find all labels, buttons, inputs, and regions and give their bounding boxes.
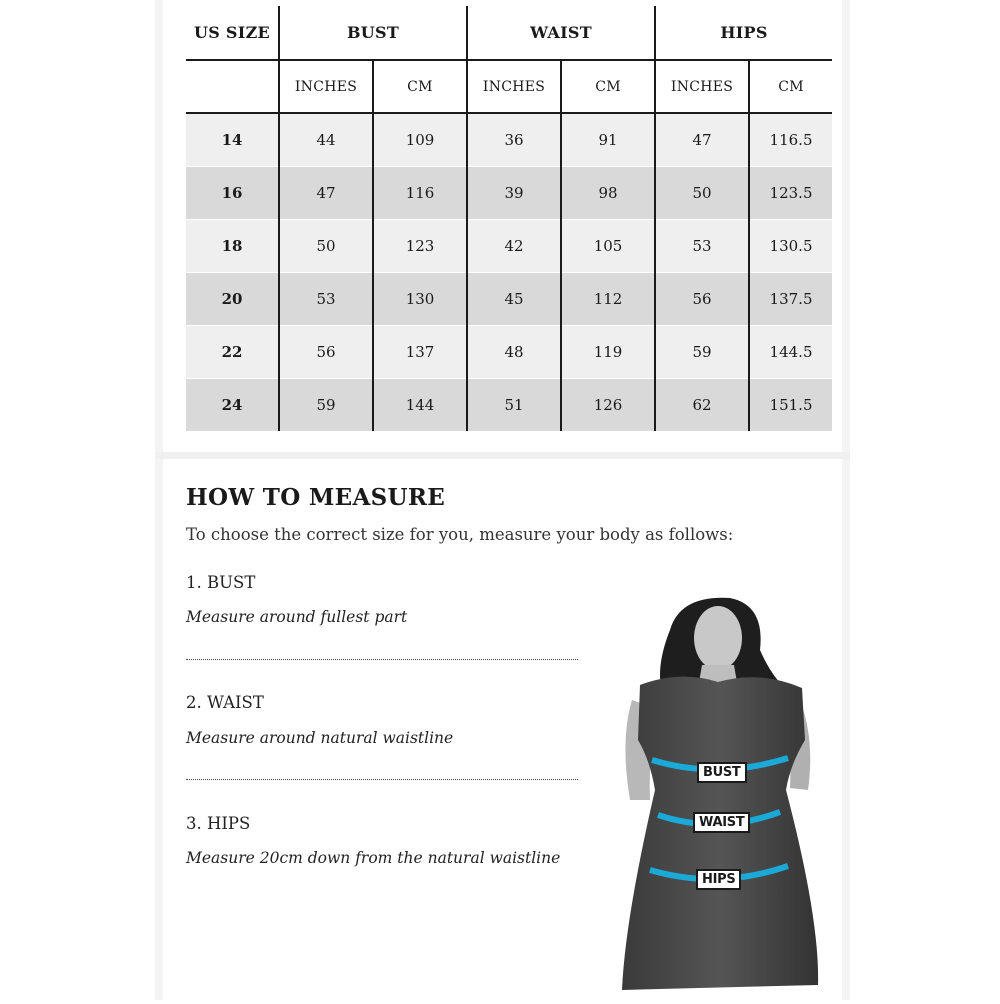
cell-waist-cm: 112: [561, 273, 655, 326]
cell-bust-cm: 130: [373, 273, 467, 326]
cell-size: 24: [186, 379, 279, 432]
cell-bust-in: 47: [279, 167, 373, 220]
cell-bust-in: 44: [279, 113, 373, 167]
cell-hips-cm: 130.5: [749, 220, 832, 273]
header-unit: CM: [749, 60, 832, 113]
step-bust-desc: Measure around fullest part: [186, 608, 408, 626]
cell-bust-cm: 116: [373, 167, 467, 220]
bust-label: BUST: [697, 762, 747, 783]
cell-size: 14: [186, 113, 279, 167]
cell-size: 16: [186, 167, 279, 220]
table-row: [186, 273, 832, 326]
cell-hips-in: 47: [655, 113, 749, 167]
step-waist-title: 2. WAIST: [186, 693, 264, 712]
cell-bust-cm: 109: [373, 113, 467, 167]
header-unit: CM: [561, 60, 655, 113]
table-row: [186, 220, 832, 273]
cell-size: 18: [186, 220, 279, 273]
table-row: [186, 379, 832, 432]
cell-waist-in: 45: [467, 273, 561, 326]
step-bust-title: 1. BUST: [186, 573, 256, 592]
header-us-size: US SIZE: [186, 6, 279, 60]
cell-waist-in: 42: [467, 220, 561, 273]
cell-bust-cm: 144: [373, 379, 467, 432]
cell-waist-cm: 91: [561, 113, 655, 167]
cell-bust-in: 50: [279, 220, 373, 273]
header-unit-blank: [186, 60, 279, 113]
cell-waist-cm: 119: [561, 326, 655, 379]
cell-bust-cm: 123: [373, 220, 467, 273]
cell-waist-in: 36: [467, 113, 561, 167]
panel-divider: [155, 452, 850, 459]
cell-hips-cm: 151.5: [749, 379, 832, 432]
cell-size: 22: [186, 326, 279, 379]
step-waist-desc: Measure around natural waistline: [186, 729, 454, 747]
how-to-measure-title: HOW TO MEASURE: [186, 484, 446, 511]
waist-label: WAIST: [693, 812, 750, 833]
dotted-divider: [186, 779, 578, 780]
how-to-measure-intro: To choose the correct size for you, measure your body as follows:: [186, 525, 734, 544]
cell-hips-in: 53: [655, 220, 749, 273]
cell-waist-in: 48: [467, 326, 561, 379]
cell-hips-cm: 137.5: [749, 273, 832, 326]
cell-hips-in: 62: [655, 379, 749, 432]
header-row-groups: [186, 6, 832, 60]
dotted-divider: [186, 659, 578, 660]
cell-waist-cm: 105: [561, 220, 655, 273]
model-figure: [610, 590, 825, 1000]
left-gutter: [155, 0, 163, 1000]
cell-hips-cm: 123.5: [749, 167, 832, 220]
header-hips: HIPS: [655, 6, 832, 60]
header-unit: INCHES: [467, 60, 561, 113]
cell-waist-in: 51: [467, 379, 561, 432]
header-unit: INCHES: [279, 60, 373, 113]
size-chart-table: [186, 6, 832, 431]
step-hips-desc: Measure 20cm down from the natural waistline: [186, 849, 561, 867]
cell-bust-in: 56: [279, 326, 373, 379]
table-row: [186, 113, 832, 167]
table-row: [186, 326, 832, 379]
header-unit: INCHES: [655, 60, 749, 113]
cell-size: 20: [186, 273, 279, 326]
cell-waist-cm: 126: [561, 379, 655, 432]
header-waist: WAIST: [467, 6, 655, 60]
cell-waist-cm: 98: [561, 167, 655, 220]
step-hips-title: 3. HIPS: [186, 814, 251, 833]
cell-hips-in: 50: [655, 167, 749, 220]
cell-bust-cm: 137: [373, 326, 467, 379]
table-row: [186, 167, 832, 220]
right-gutter: [842, 0, 850, 1000]
cell-hips-in: 56: [655, 273, 749, 326]
cell-bust-in: 59: [279, 379, 373, 432]
model-illustration: [610, 590, 825, 1000]
hips-label: HIPS: [696, 869, 741, 890]
cell-waist-in: 39: [467, 167, 561, 220]
cell-bust-in: 53: [279, 273, 373, 326]
cell-hips-in: 59: [655, 326, 749, 379]
cell-hips-cm: 144.5: [749, 326, 832, 379]
header-row-units: [186, 60, 832, 113]
header-bust: BUST: [279, 6, 467, 60]
header-unit: CM: [373, 60, 467, 113]
cell-hips-cm: 116.5: [749, 113, 832, 167]
